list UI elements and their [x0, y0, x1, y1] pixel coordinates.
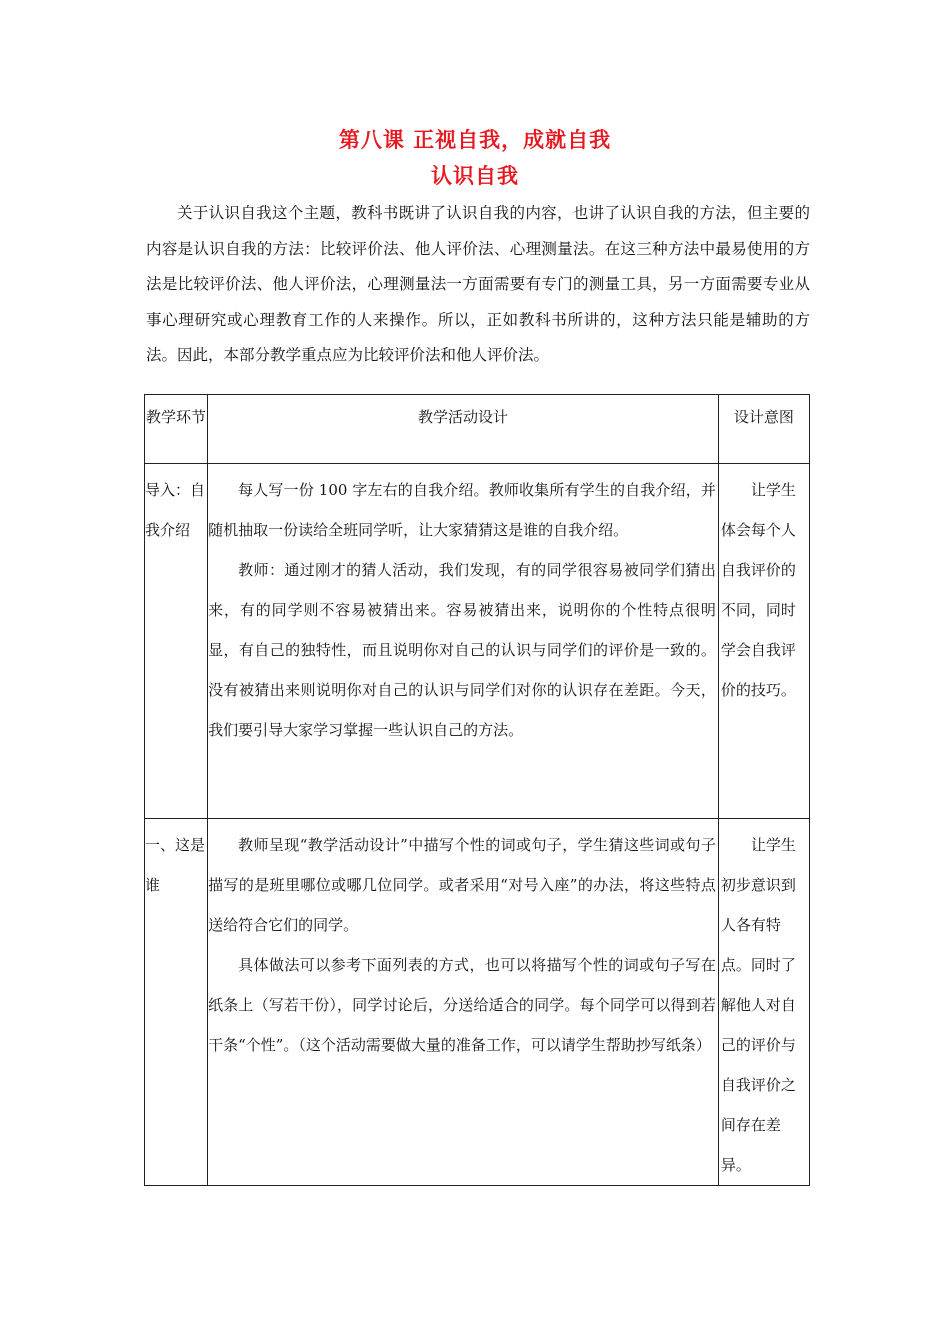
activity-paragraph: 教师呈现“教学活动设计”中描写个性的词或句子，学生猜这些词或句子描写的是班里哪位或哪几位同学。或者采用“对号入座”的办法，将这些特点送给符合它们的同学。 — [208, 836, 716, 934]
header-purpose-label: 设计意图 — [733, 408, 794, 426]
lesson-plan-table — [144, 394, 810, 1186]
table-row — [145, 464, 810, 819]
table-row — [145, 819, 810, 1186]
header-purpose — [718, 395, 809, 464]
activity-cell — [208, 464, 719, 819]
purpose-cell — [718, 464, 809, 819]
header-stage — [145, 395, 208, 464]
intro-text: 关于认识自我这个主题，教科书既讲了认识自我的内容，也讲了认识自我的方法，但主要的内容是认识自我的方法：比较评价法、他人评价法、心理测量法。在这三种方法中最易使用的方法是比较评价法、他人评价法，心理测量法一方面需要有专门的测量工具，另一方面需要专业从事心理研究或心理教育工作的人来操作。所以，正如教科书所讲的，这种方法只能是辅助的方法。因此，本部分教学重点应为比较评价法和他人评价法。 — [146, 204, 810, 364]
activity-paragraph: 教师：通过刚才的猜人活动，我们发现，有的同学很容易被同学们猜出来，有的同学则不容易被猜出来。容易被猜出来，说明你的个性特点很明显，有自己的独特性，而且说明你对自己的认识与同学们的评价是一致的。没有被猜出来则说明你对自己的认识与同学们对你的认识存在差距。今天，我们要引导大家学习掌握一些认识自己的方法。 — [208, 561, 716, 739]
stage-text: 一、这是谁 — [145, 836, 206, 894]
intro-paragraph — [146, 196, 810, 374]
purpose-cell — [718, 819, 809, 1186]
stage-cell — [145, 819, 208, 1186]
table-header-row — [145, 395, 810, 464]
stage-cell — [145, 464, 208, 819]
header-activity — [208, 395, 719, 464]
header-stage-label: 教学环节 — [146, 408, 207, 426]
activity-cell — [208, 819, 719, 1186]
lesson-title: 第八课 正视自我，成就自我 — [338, 128, 612, 152]
header-activity-label: 教学活动设计 — [417, 408, 508, 426]
purpose-text: 让学生体会每个人自我评价的不同，同时学会自我评价的技巧。 — [720, 481, 796, 699]
lesson-subtitle: 认识自我 — [431, 164, 519, 188]
activity-paragraph: 具体做法可以参考下面列表的方式，也可以将描写个性的词或句子写在纸条上（写若干份），同学讨论后，分送给适合的同学。每个同学可以得到若干条“个性”。（这个活动需要做大量的准备工作，可以请学生帮助抄写纸条） — [208, 956, 716, 1054]
activity-text — [208, 464, 718, 750]
stage-text: 导入：自我介绍 — [145, 481, 206, 539]
activity-paragraph: 每人写一份 100 字左右的自我介绍。教师收集所有学生的自我介绍，并随机抽取一份读给全班同学听，让大家猜猜这是谁的自我介绍。 — [208, 481, 716, 539]
purpose-text: 让学生初步意识到人各有特点。同时了解他人对自己的评价与自我评价之间存在差异。 — [720, 836, 796, 1174]
activity-text — [208, 819, 718, 1065]
